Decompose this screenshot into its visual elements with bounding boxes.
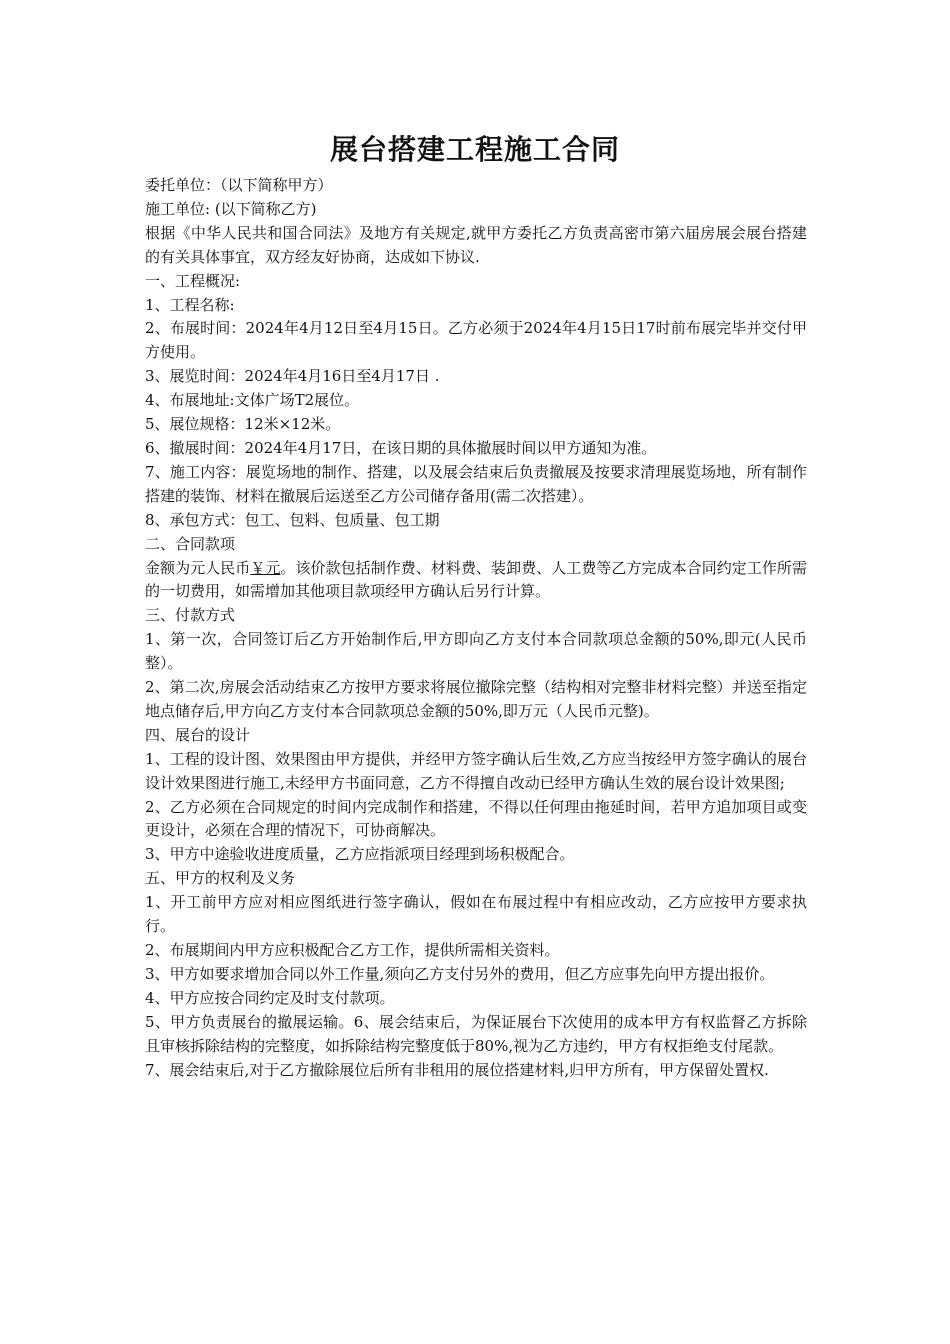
document-title: 展台搭建工程施工合同 — [329, 133, 620, 166]
section-heading: 一、工程概况: — [145, 271, 241, 290]
clause-item: 2、乙方必须在合同规定的时间内完成制作和搭建，不得以任何理由拖延时间，若甲方追加项目或变更设计，必须在合理的情况下，可协商解决。 — [145, 797, 807, 840]
section-heading: 四、展台的设计 — [145, 725, 251, 744]
clause-item: 1、第一次，合同签订后乙方开始制作后,甲方即向乙方支付本合同款项总金额的50%,即元(人民币整）。 — [145, 630, 807, 673]
clause-item: 7、施工内容：展览场地的制作、搭建，以及展会结束后负责撤展及按要求清理展览场地，所有制作搭建的装饰、材料在撤展后运送至乙方公司储存备用(需二次搭建）。 — [145, 462, 807, 505]
clause-item: 1、工程名称: — [145, 295, 235, 314]
clause-item: 3、甲方如要求增加合同以外工作量,须向乙方支付另外的费用，但乙方应事先向甲方提出报价。 — [145, 964, 775, 983]
clause-item: 3、甲方中途验收进度质量，乙方应指派项目经理到场积极配合。 — [145, 845, 575, 864]
amount-suffix: 。该价款包括制作费、材料费、装卸费、人工费等乙方完成本合同约定工作所需的一切费用，如需增加其他项目款项经甲方确认后另行计算。 — [145, 558, 807, 601]
clause-item: 2、布展期间内甲方应积极配合乙方工作，提供所需相关资料。 — [145, 941, 560, 959]
clause-item: 4、甲方应按合同约定及时支付款项。 — [145, 988, 395, 1007]
clause-item: 5、展位规格：12米×12米。 — [145, 415, 341, 434]
clause-item: 1、开工前甲方应对相应图纸进行签字确认，假如在布展过程中有相应改动，乙方应按甲方要求执行。 — [145, 893, 807, 936]
clause-item: 3、展览时间：2024年4月16日至4月17日 . — [145, 367, 440, 386]
section-heading: 二、合同款项 — [145, 534, 236, 553]
clause-item: 2、第二次,房展会活动结束乙方按甲方要求将展位撤除完整（结构相对完整非材料完整）并送至指定地点储存后,甲方向乙方支付本合同款项总金额的50%,即万元（人民币元整)。 — [145, 678, 807, 720]
clause-item: 7、展会结束后,对于乙方撤除展位后所有非租用的展位搭建材料,归甲方所有，甲方保留处置权. — [145, 1060, 769, 1079]
client-line: 委托单位：（以下简称甲方） — [145, 176, 333, 194]
clause-item: 6、撤展时间：2024年4月17日，在该日期的具体撤展时间以甲方通知为准。 — [145, 438, 657, 457]
clause-item: 2、布展时间：2024年4月12日至4月15日。乙方必须于2024年4月15日17时前布展完毕并交付甲方使用。 — [145, 319, 807, 362]
amount-underlined: ￥元 — [250, 558, 281, 577]
section-heading: 三、付款方式 — [145, 606, 236, 625]
section-heading: 五、甲方的权利及义务 — [145, 869, 296, 888]
document-body — [145, 174, 807, 1082]
amount-paragraph — [145, 557, 807, 605]
amount-prefix: 金额为元人民币 — [145, 558, 251, 577]
clause-item: 8、承包方式：包工、包料、包质量、包工期 — [145, 510, 440, 529]
contractor-line: 施工单位: (以下简称乙方) — [145, 199, 317, 218]
intro-paragraph: 根据《中华人民共和国合同法》及地方有关规定,就甲方委托乙方负责高密市第六届房展会展台搭建的有关具体事宜，双方经友好协商，达成如下协议. — [145, 223, 807, 266]
clause-item: 1、工程的设计图、效果图由甲方提供，并经甲方签字确认后生效,乙方应当按经甲方签字确认的展台设计效果图进行施工,未经甲方书面同意，乙方不得擅自改动已经甲方确认生效的展台设计效果图; — [145, 749, 807, 792]
clause-item: 5、甲方负责展台的撤展运输。6、展会结束后，为保证展台下次使用的成本甲方有权监督乙方拆除且审核拆除结构的完整度，如拆除结构完整度低于80%,视为乙方违约，甲方有权拒绝支付尾款。 — [145, 1012, 807, 1055]
clause-item: 4、布展地址:文体广场T2展位。 — [145, 391, 360, 410]
